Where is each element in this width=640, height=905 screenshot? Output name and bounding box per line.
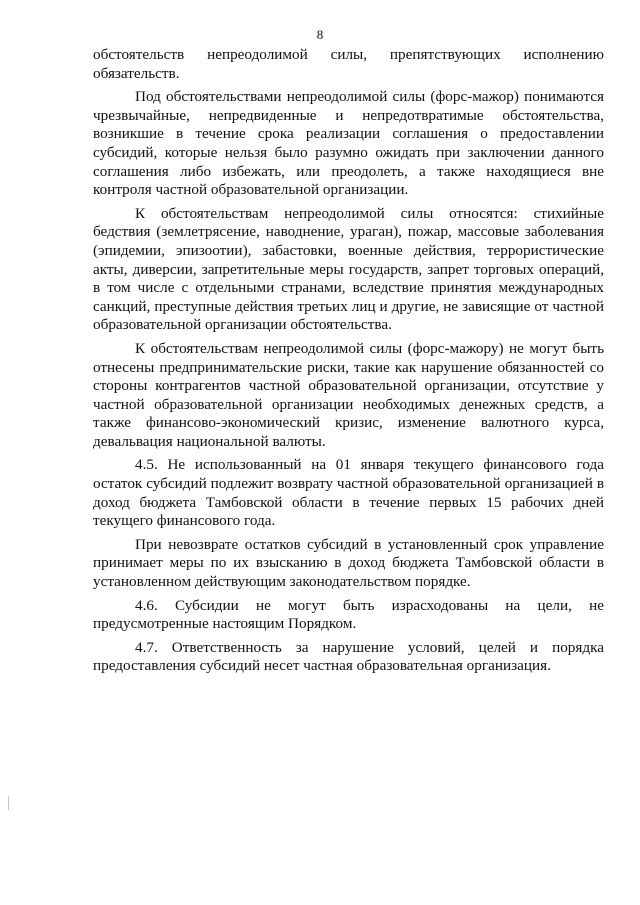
paragraph-force-majeure-definition: Под обстоятельствами непреодолимой силы (форс-мажор) понимаются чрезвычайные, непредвиденные и непредотвратимые обстоятельства, возникшие в течение срока реализации соглашения о предоставлении субсидий, которые нельзя было разумно ожидать при заключении данного соглашения либо избежать, или преодолеть, а также находящиеся вне контроля частной образовательной организации. <box>93 88 604 199</box>
page-number: 8 <box>316 27 324 42</box>
document-body <box>93 46 604 676</box>
paragraph-clause-4-7: 4.7. Ответственность за нарушение условий, целей и порядка предоставления субсидий несет частная образовательная организация. <box>93 638 604 675</box>
paragraph-non-return: При невозврате остатков субсидий в установленный срок управление принимает меры по их взысканию в доход бюджета Тамбовской области в установленном действующим законодательством порядке. <box>93 535 604 591</box>
scan-margin-mark <box>8 796 9 810</box>
paragraph-force-majeure-list: К обстоятельствам непреодолимой силы относятся: стихийные бедствия (землетрясение, наводнение, ураган), пожар, массовые заболевания (эпидемии, эпизоотии), забастовки, военные действия, террористические акты, диверсии, запретительные меры государств, запрет торговых операций, в том числе с отдельными странами, вследствие принятия международных санкций, преступные действия третьих лиц и другие, не зависящие от частной образовательной организации обстоятельства. <box>93 204 604 334</box>
paragraph-clause-4-5: 4.5. Не использованный на 01 января текущего финансового года остаток субсидий подлежит возврату частной образовательной организацией в доход бюджета Тамбовской области в течение первых 15 рабочих дней текущего финансового года. <box>93 456 604 530</box>
paragraph-force-majeure-exclusions: К обстоятельствам непреодолимой силы (форс-мажору) не могут быть отнесены предпринимательские риски, такие как нарушение обязанностей со стороны контрагентов частной образовательной организации, отсутствие у частной образовательной организации необходимых денежных средств, а также финансово-экономический кризис, изменение валютного курса, девальвация национальной валюты. <box>93 339 604 450</box>
paragraph-clause-4-6: 4.6. Субсидии не могут быть израсходованы на цели, не предусмотренные настоящим Порядком. <box>93 596 604 633</box>
paragraph-continuation: обстоятельств непреодолимой силы, препятствующих исполнению обязательств. <box>93 46 604 82</box>
